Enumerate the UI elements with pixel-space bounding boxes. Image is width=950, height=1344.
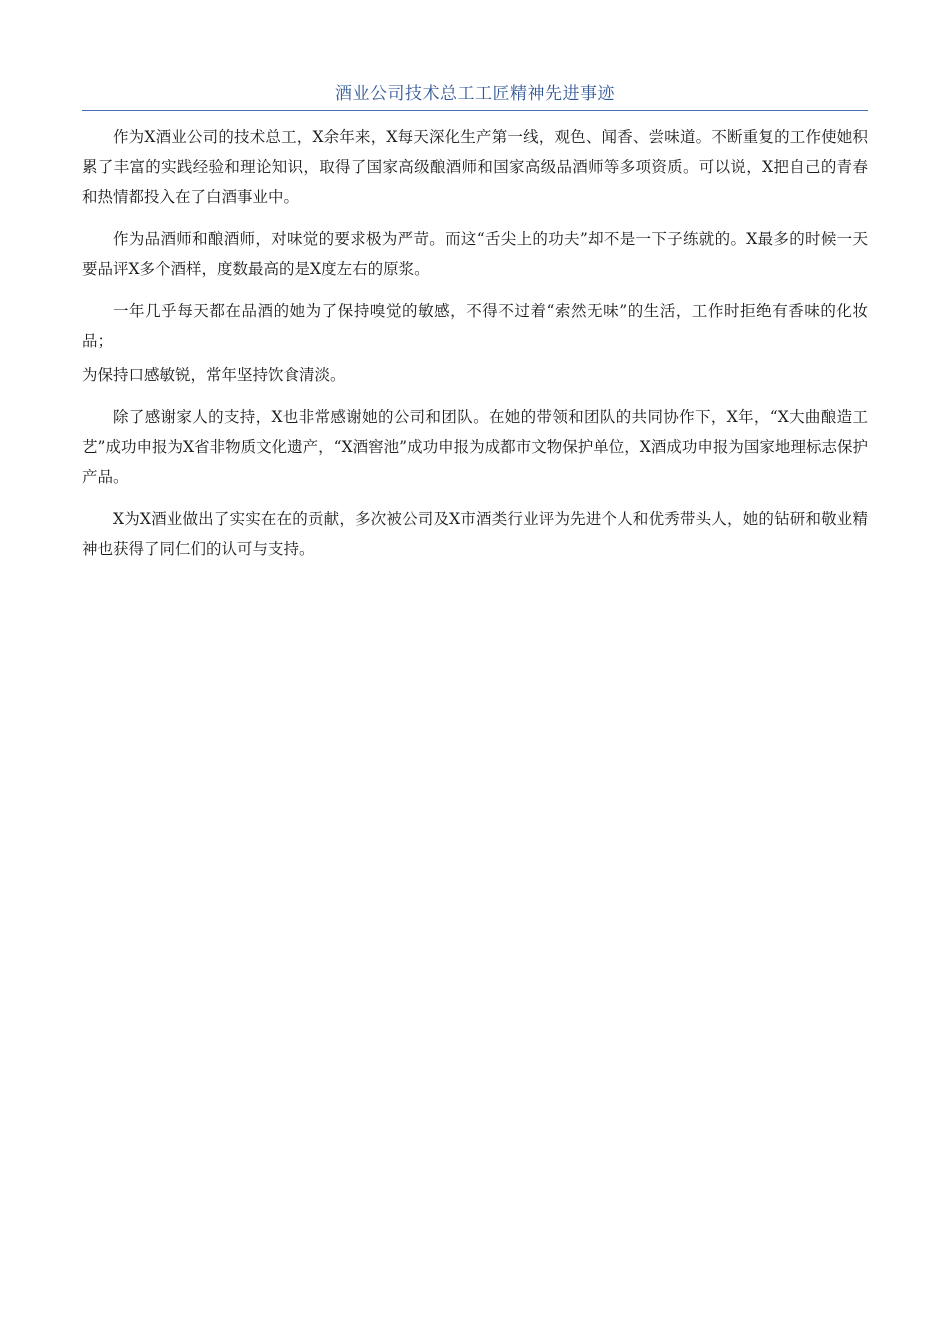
paragraph-6: X为X酒业做出了实实在在的贡献，多次被公司及X市酒类行业评为先进个人和优秀带头人，她的钻研和敬业精神也获得了同仁们的认可与支持。 xyxy=(82,510,868,558)
paragraph-2: 作为品酒师和酿酒师，对味觉的要求极为严苛。而这“舌尖上的功夫”却不是一下子练就的。X最多的时候一天要品评X多个酒样，度数最高的是X度左右的原浆。 xyxy=(82,230,868,278)
paragraph-5: 除了感谢家人的支持，X也非常感谢她的公司和团队。在她的带领和团队的共同协作下，X年，“X大曲酿造工艺”成功申报为X省非物质文化遗产，“X酒窖池”成功申报为成都市文物保护单位，X酒成功申报为国家地理标志保护产品。 xyxy=(82,408,868,486)
paragraph-1: 作为X酒业公司的技术总工，X余年来，X每天深化生产第一线，观色、闻香、尝味道。不断重复的工作使她积累了丰富的实践经验和理论知识，取得了国家高级酿酒师和国家高级品酒师等多项资质。可以说，X把自己的青春和热情都投入在了白酒事业中。 xyxy=(82,128,868,206)
page-header xyxy=(82,80,868,111)
paragraph-3: 一年几乎每天都在品酒的她为了保持嗅觉的敏感，不得不过着“索然无味”的生活，工作时拒绝有香味的化妆品； xyxy=(82,302,868,350)
document-body xyxy=(82,122,868,576)
paragraph-4: 为保持口感敏锐，常年坚持饮食清淡。 xyxy=(82,366,346,384)
page-title: 酒业公司技术总工工匠精神先进事迹 xyxy=(335,84,615,104)
